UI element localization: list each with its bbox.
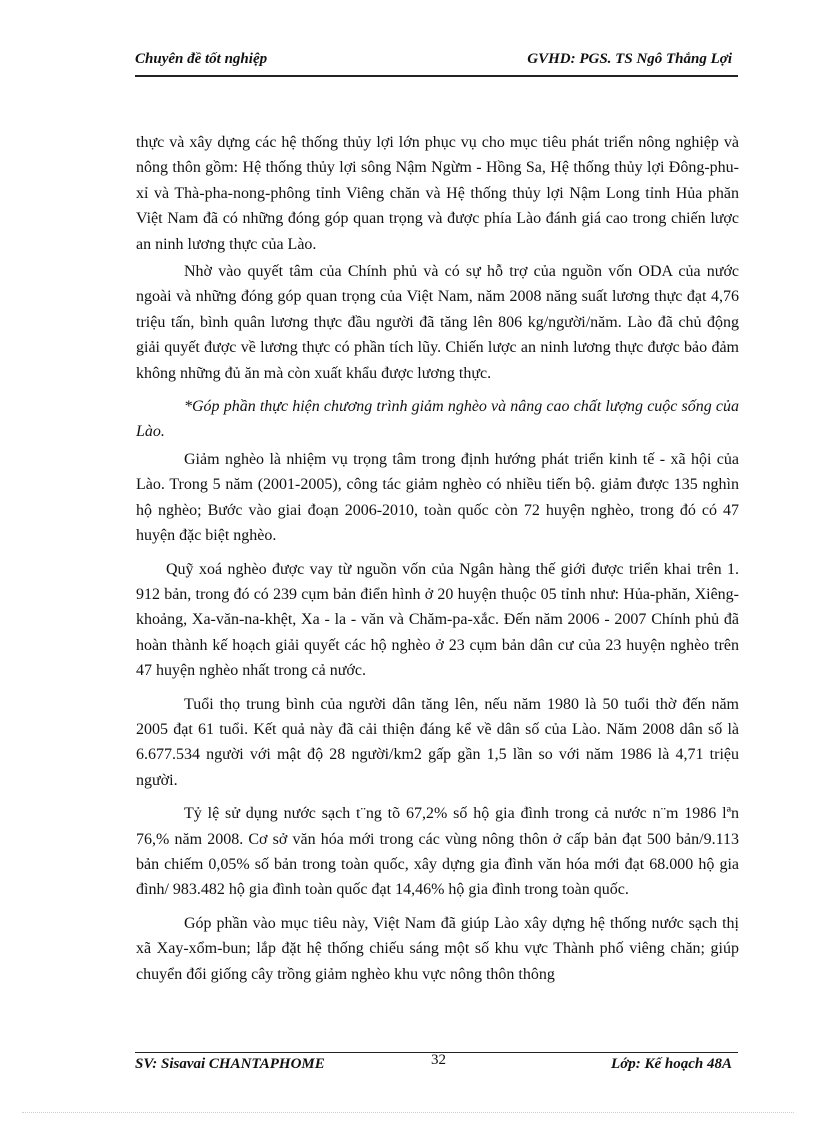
paragraph-clean-water: Tỷ lệ sử dụng nước sạch t¨ng tõ 67,2% số hộ gia đình trong cả nước n¨m 1986 lªn 76,% năm 2008. Cơ sở văn hóa mới trong các vùng nông thôn ở cấp bản đạt 500 bản/9.113 bản chiếm 0,05% số bản trong toàn quốc, xây dựng gia đình văn hóa mới đạt 68.000 hộ gia đình/ 983.482 hộ gia đình toàn quốc đạt 14,46% hộ gia đình trong toàn quốc.	[136, 805, 739, 899]
page-edge-divider	[22, 1112, 794, 1113]
paragraph-irrigation: thực và xây dựng các hệ thống thủy lợi lớn phục vụ cho mục tiêu phát triển nông nghiệp và nông thôn gồm: Hệ thống thủy lợi sông Nậm Ngừm - Hồng Sa, Hệ thống thủy lợi Đông-phu- xỉ và Thà-pha-nong-phông tỉnh Viêng chăn và Hệ thống thủy lợi Nậm Long tỉnh Hủa phăn Việt Nam đã có những đóng góp quan trọng và được phía Lào đánh giá cao trong chiến lược an ninh lương thực của Lào.	[136, 134, 739, 253]
footer-class: Lớp: Kế hoạch 48A	[611, 1056, 732, 1072]
paragraph-vietnam-support: Góp phần vào mục tiêu này, Việt Nam đã giúp Lào xây dựng hệ thống nước sạch thị xã Xay-xổm-bun; lắp đặt hệ thống chiếu sáng một số khu vực Thành phố viêng chăn; giúp chuyển đổi giống cây trồng giảm nghèo khu vực nông thôn thông	[136, 914, 739, 983]
document-body	[136, 130, 739, 989]
paragraph-life-expectancy: Tuổi thọ trung bình của người dân tăng lên, nếu năm 1980 là 50 tuổi thờ đến năm 2005 đạt 61 tuổi. Kết quả này đã cải thiện đáng kể về dân số của Lào. Năm 2008 dân số là 6.677.534 người với mật độ 28 người/km2 gấp gần 1,5 lần so với năm 1986 là 4,71 triệu người.	[136, 695, 739, 789]
paragraph-poverty-reduction: Giảm nghèo là nhiệm vụ trọng tâm trong định hướng phát triển kinh tế - xã hội của Lào. Trong 5 năm (2001-2005), công tác giảm nghèo có nhiều tiến bộ. giảm được 135 nghìn hộ nghèo; Bước vào giai đoạn 2006-2010, toàn quốc còn 72 huyện nghèo, trong đó có 47 huyện đặc biệt nghèo.	[136, 450, 739, 545]
header-advisor: GVHD: PGS. TS Ngô Thắng Lợi	[527, 51, 732, 67]
page-number: 32	[431, 1052, 446, 1068]
header-title: Chuyên đề tốt nghiệp	[135, 51, 268, 67]
page-footer	[135, 1054, 738, 1078]
paragraph-poverty-fund: Quỹ xoá nghèo được vay từ nguồn vốn của Ngân hàng thế giới được triển khai trên 1. 912 bản, trong đó có 239 cụm bản điển hình ở 20 huyện thuộc 05 tỉnh như: Hủa-phăn, Xiêng-khoảng, Xa-văn-na-khệt, Xa - la - văn và Chăm-pa-xắc. Đến năm 2006 - 2007 Chính phủ đã hoàn thành kế hoạch giải quyết các hộ nghèo ở 23 cụm bản dân cư của 23 huyện nghèo trên 47 huyện nghèo nhất trong cả nước.	[136, 560, 739, 680]
page-header	[135, 47, 738, 77]
paragraph-food-security: Nhờ vào quyết tâm của Chính phủ và có sự hỗ trợ của nguồn vốn ODA của nước ngoài và những đóng góp quan trọng của Việt Nam, năm 2008 năng suất lương thực đạt 4,76 triệu tấn, bình quân lương thực đầu người đã tăng lên 806 kg/người/năm. Lào đã chủ động giải quyết được về lương thực có phần tích lũy. Chiến lược an ninh lương thực được bảo đảm không những đủ ăn mà còn xuất khẩu được lương thực.	[136, 263, 739, 382]
footer-student: SV: Sisavai CHANTAPHOME	[135, 1056, 325, 1072]
section-heading-poverty: *Góp phần thực hiện chương trình giảm nghèo và nâng cao chất lượng cuộc sống của Lào.	[136, 398, 739, 441]
